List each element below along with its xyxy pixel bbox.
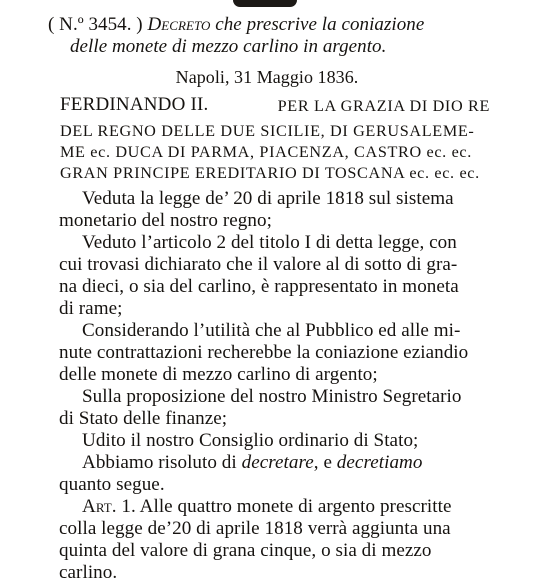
sovereign-line-3: ME ec. DUCA DI PARMA, PIACENZA, CASTRO ec. ec. — [60, 143, 472, 161]
decretiamo-word: decretiamo — [336, 452, 423, 473]
decree-heading-line-2: delle monete di mezzo carlino in argento. — [70, 36, 387, 57]
paragraph-5-line-1: Udito il nostro Consiglio ordinario di Stato; — [82, 430, 419, 451]
paragraph-6-lead: Abbiamo risoluto di — [82, 452, 237, 473]
paragraph-2-line-2: cui trovasi dichiarato che il valore al di sotto di gra- — [59, 254, 458, 275]
paragraph-3-line-3: delle monete di mezzo carlino di argento; — [59, 364, 378, 385]
place-date: Napoli, 31 Maggio 1836. — [175, 67, 359, 87]
paragraph-1-line-1: Veduta la legge de’ 20 di aprile 1818 sul sistema — [82, 188, 454, 209]
paragraph-1-line-2: monetario del nostro regno; — [59, 210, 272, 231]
paragraph-6-line-2: quanto segue. — [59, 474, 165, 495]
paragraph-3-line-2: nute contrattazioni recherebbe la coniazione eziandio — [59, 342, 469, 363]
sovereign-title-rest: PER LA GRAZIA DI DIO RE — [277, 97, 490, 115]
paragraph-3-line-1: Considerando l’utilità che al Pubblico ed alle mi- — [82, 320, 461, 341]
paragraph-2-line-3: na dieci, o sia del carlino, è rappresentato in moneta — [59, 276, 459, 297]
decree-word: Decreto — [147, 14, 211, 35]
paragraph-4-line-1: Sulla proposizione del nostro Ministro Segretario — [82, 386, 462, 407]
article-1-line-1 — [82, 496, 452, 518]
sovereign-line-4: GRAN PRINCIPE EREDITARIO DI TOSCANA ec. ec. ec. — [60, 164, 480, 182]
sovereign-name: FERDINANDO II. — [60, 94, 209, 115]
paragraph-4-line-2: di Stato delle finanze; — [59, 408, 228, 429]
sovereign-line-1 — [60, 94, 490, 116]
paragraph-2-line-4: di rame; — [59, 298, 123, 319]
article-1-line-2: colla legge de’20 di aprile 1818 verrà aggiunta una — [59, 518, 451, 539]
article-1-line-3: quinta del valore di grana cinque, o sia di mezzo — [59, 540, 432, 561]
decree-number: ( N.º 3454. ) — [48, 14, 143, 35]
article-1-text-line-1: Alle quattro monete di argento prescritte — [139, 496, 452, 517]
decree-heading-rest: che prescrive la coniazione — [215, 14, 425, 35]
article-1-label: Art. 1. — [82, 496, 136, 517]
decretare-word: decretare — [241, 452, 314, 473]
page-top-ink-smudge — [233, 0, 297, 7]
article-1-line-4: carlino. — [59, 562, 118, 583]
paragraph-2-line-1: Veduto l’articolo 2 del titolo I di detta legge, con — [82, 232, 457, 253]
paragraph-6-comma-e: , e — [313, 452, 332, 473]
paragraph-6-line-1 — [82, 452, 422, 474]
decree-heading-line-1 — [48, 14, 424, 36]
sovereign-line-2: DEL REGNO DELLE DUE SICILIE, DI GERUSALEME- — [60, 122, 475, 140]
